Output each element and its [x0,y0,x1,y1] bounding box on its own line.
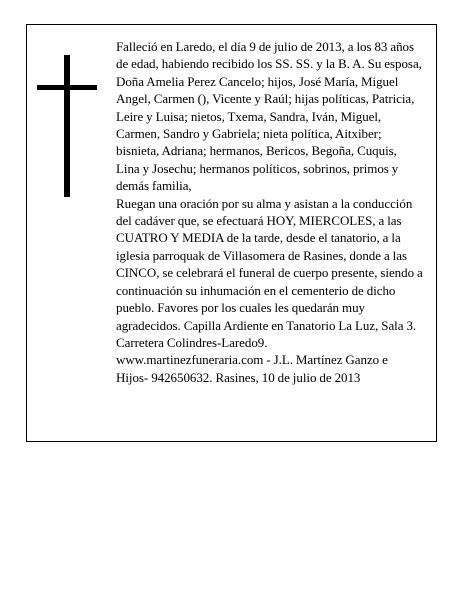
cross-horizontal-bar [37,85,97,90]
death-announcement-paragraph: Falleció en Laredo, el día 9 de julio de 2013, a los 83 años de edad, habiendo recibido los SS. SS. y la B. A. Su esposa, Doña Amelia Perez Cancelo; hijos, José María, Miguel Angel, Carmen (), Vicente y Raúl; hijas políticas, Patricia, Leire y Luisa; nietos, Txema, Sandra, Iván, Miguel, Carmen, Sandro y Gabriela; nieta política, Aitxiber; bisnieta, Adriana; hermanos, Bericos, Begoña, Cuquis, Lina y Josechu; hermanos políticos, sobrinos, primos y demás familia, [116,39,422,194]
cross-vertical-bar [64,55,70,197]
obituary-text [116,38,423,386]
funeral-home-contact-paragraph: www.martinezfuneraria.com - J.L. Martínez Ganzo e Hijos- 942650632. Rasines, 10 de julio de 2013 [116,352,388,385]
funeral-details-paragraph: Ruegan una oración por su alma y asistan a la conducción del cadáver que, se efectuará HOY, MIERCOLES, a las CUATRO Y MEDIA de la tarde, desde el tanatorio, a la iglesia parroquak de Villasomera de Rasines, donde a las CINCO, se celebrará el funeral de cuerpo presente, siendo a continuación su inhumación en el cementerio de dicho pueblo. Favores por los cuales les quedarán muy agradecidos. Capilla Ardiente en Tanatorio La Luz, Sala 3. Carretera Colindres-Laredo9. [116,195,423,350]
cross-icon [37,55,97,197]
